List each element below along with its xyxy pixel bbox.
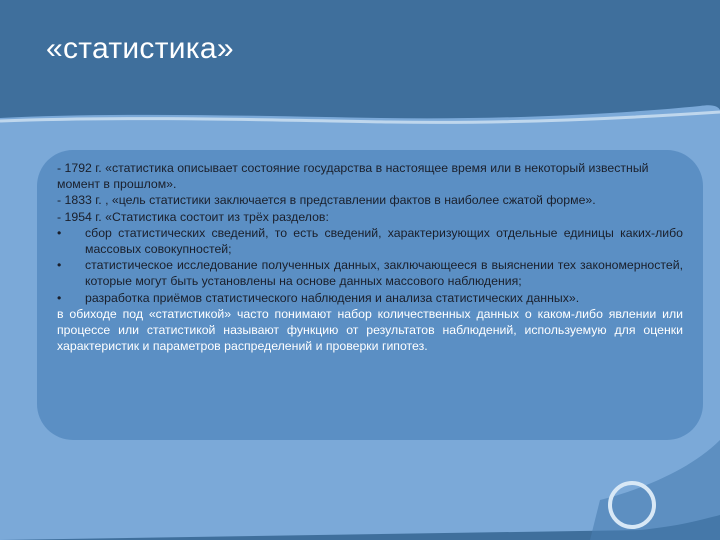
- conclusion-text: в обиходе под «статистикой» часто понимают набор количественных данных о каком-либо явлении или процессе или статистикой называют функцию от результатов наблюдений, используемую для оценки характеристик и параметров распределений и проверки гипотез.: [57, 306, 683, 354]
- list-item: [57, 290, 683, 306]
- list-item: [57, 225, 683, 257]
- definition-1792: - 1792 г. «статистика описывает состояние государства в настоящее время или в некоторый известный момент в прошлом».: [57, 161, 649, 192]
- definition-1833: - 1833 г. , «цель статистики заключается в представлении фактов в наиболее сжатой форме».: [57, 193, 596, 208]
- bullet-icon: •: [57, 258, 62, 273]
- list-item-text: статистическое исследование полученных данных, заключающееся в выяснении тех закономерностей, которые могут быть установлены на основе данных массового наблюдения;: [85, 258, 683, 289]
- definition-1954: - 1954 г. «Статистика состоит из трёх разделов:: [57, 209, 329, 224]
- list-item: [57, 257, 683, 289]
- bullet-icon: •: [57, 225, 62, 240]
- content-box: [37, 150, 703, 440]
- bullet-icon: •: [57, 290, 62, 305]
- list-item-text: сбор статистических сведений, то есть сведений, характеризующих отдельные единицы каких-либо массовых совокупностей;: [85, 225, 683, 257]
- list-item-text: разработка приёмов статистического наблюдения и анализа статистических данных».: [85, 290, 580, 305]
- slide-title: «статистика»: [46, 32, 234, 65]
